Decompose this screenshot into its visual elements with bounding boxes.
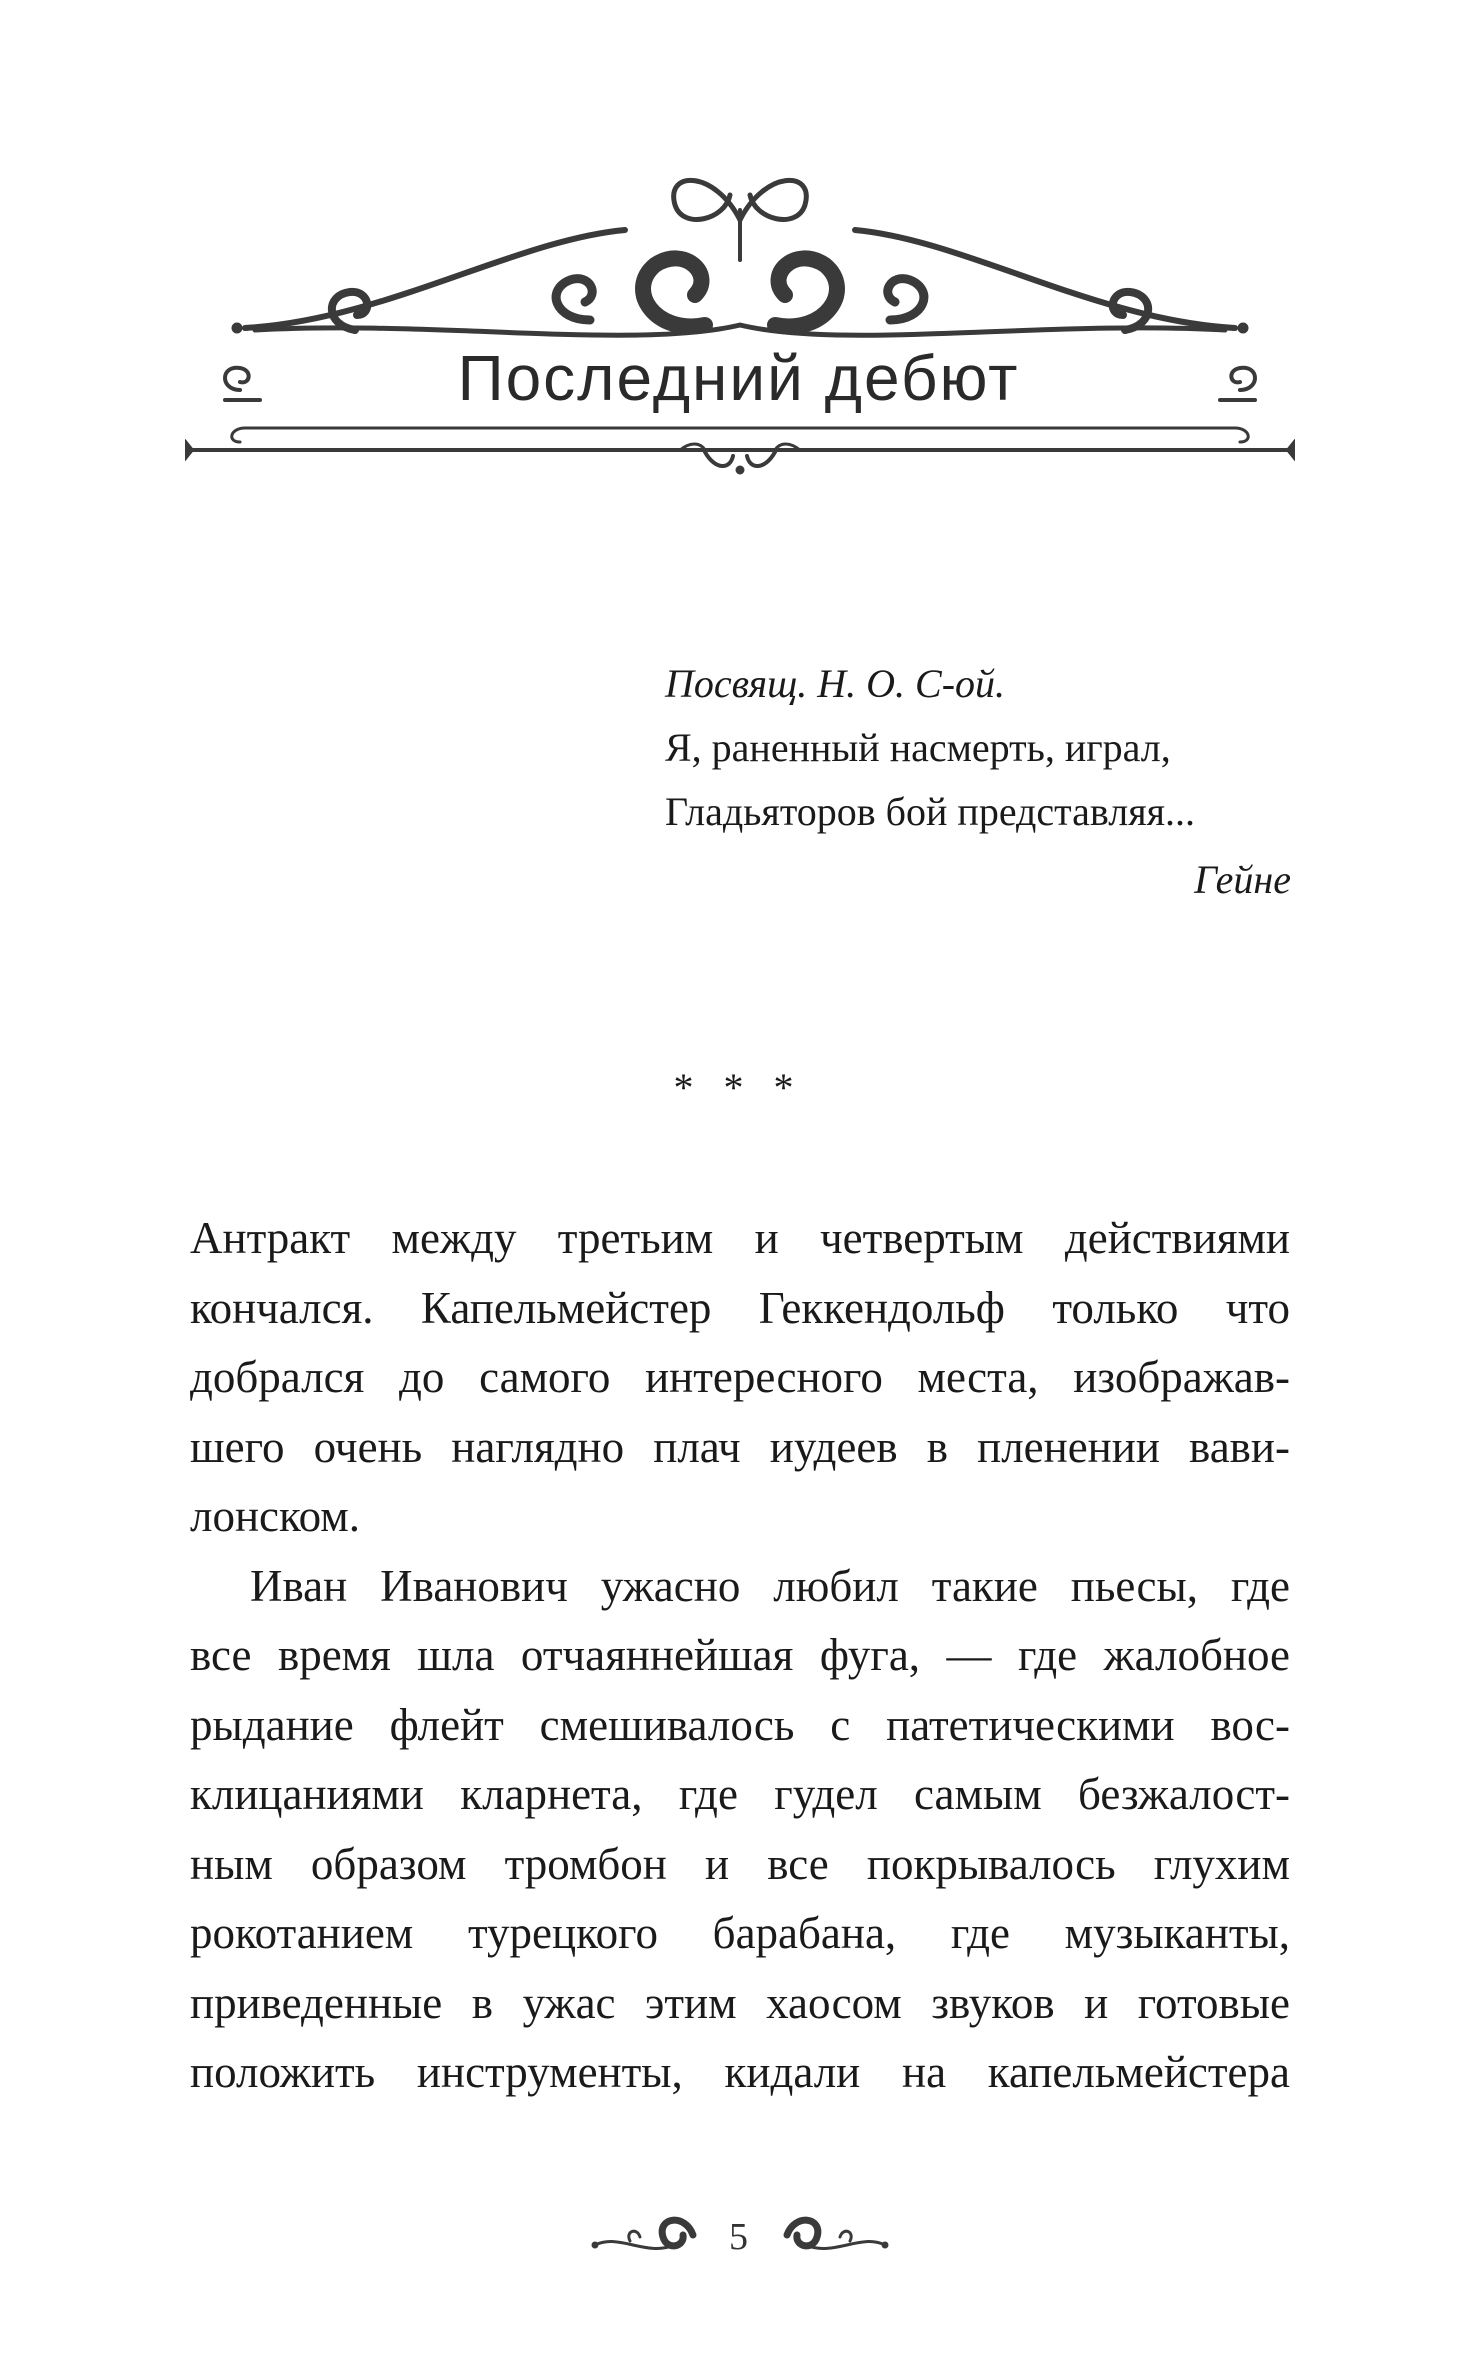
epigraph: [665, 652, 1305, 912]
page-number: 5: [729, 2216, 748, 2258]
text-line: Иван Иванович ужасно любил такие пьесы, где: [250, 1560, 1290, 1611]
epigraph-verse-line: Гладьяторов бой представляя...: [665, 789, 1195, 834]
text-line: кончался. Капельмейстер Геккендольф только что: [190, 1282, 1290, 1333]
text-line: шего очень наглядно плач иудеев в пленении вави-: [190, 1421, 1290, 1472]
text-line: лонском.: [190, 1491, 360, 1541]
text-line: рыдание флейт смешивалось с патетическими вос-: [190, 1699, 1290, 1750]
chapter-title: Последний дебют: [457, 342, 1020, 414]
text-line: приведенные в ужас этим хаосом звуков и готовые: [190, 1977, 1290, 2028]
section-divider: * * *: [673, 1065, 804, 1110]
epigraph-verse-line: Я, раненный насмерть, играл,: [665, 725, 1171, 770]
text-line: Антракт между третьим и четвертым действиями: [190, 1213, 1290, 1263]
text-line: рокотанием турецкого барабана, где музыканты,: [190, 1908, 1290, 1958]
text-line: положить инструменты, кидали на капельмейстера: [190, 2047, 1290, 2097]
text-line: клицаниями кларнета, где гудел самым безжалост-: [190, 1769, 1290, 1819]
body-text: [190, 1204, 1290, 2108]
text-line: все время шла отчаяннейшая фуга, — где жалобное: [190, 1630, 1290, 1680]
header-flourish-ornament: [185, 150, 1295, 490]
text-line: добрался до самого интересного места, изображав-: [190, 1352, 1290, 1402]
epigraph-author: Гейне: [1194, 857, 1291, 902]
text-line: ным образом тромбон и все покрывалось глухим: [190, 1838, 1290, 1889]
epigraph-dedication: Посвящ. Н. О. С-ой.: [665, 661, 1006, 706]
